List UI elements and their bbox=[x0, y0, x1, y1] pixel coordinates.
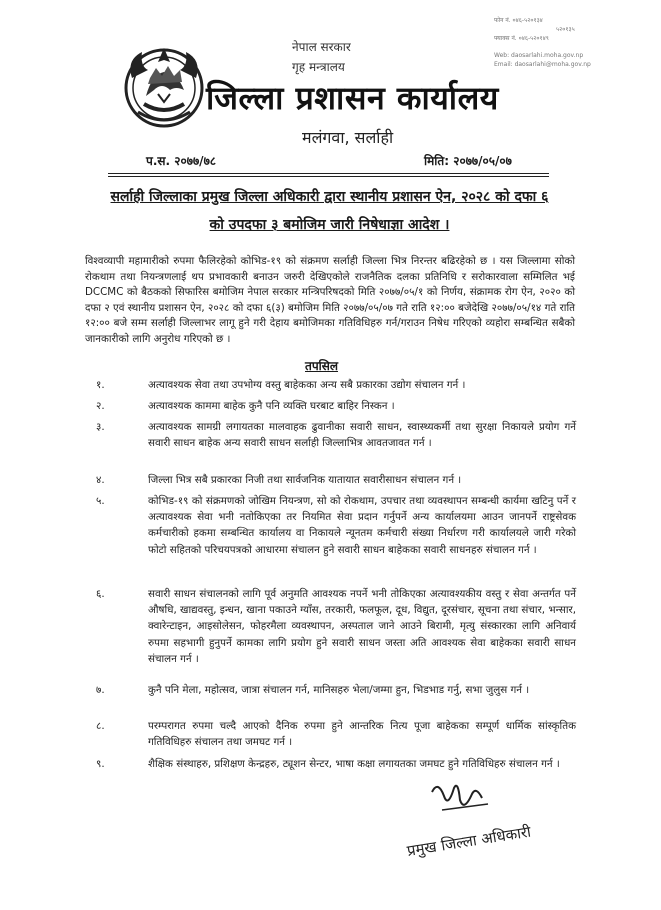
official-signature-stamp bbox=[398, 778, 568, 868]
intro-paragraph: विश्वव्यापी महामारीको रुपमा फैलिरहेको कोभिड-१९ को संक्रमण सर्लाही जिल्ला भित्र निरन्तर बढिरहेको छ । यस जिल्लामा सोको रोकथाम तथा नियन्त्रणलाई थप प्रभावकारी बनाउन जरुरी देखिएकोले राजनैतिक दलका प्रतिनिधि र सरोकारवाला सम्मिलित भई DCCMC को बैठकको सिफारिस बमोजिम नेपाल सरकार मन्त्रिपरिषदको मिति २०७७/०५/१ को निर्णय, संक्रामक रोग ऐन, २०२० को दफा २ एवं स्थानीय प्रशासन ऐन, २०२८ को दफा ६(३) बमोजिम मिति २०७७/०५/०७ गते राति १२:०० बजेदेखि २०७७/०५/१४ गते राति १२:०० बजे सम्म सर्लाही जिल्लाभर लागू हुने गरी देहाय बमोजिमका गतिविधिहरु गर्न/गराउन निषेध गरिएको व्यहोरा सम्बन्धित सबैको जानकारीको लागि अनुरोध गरिएको छ । bbox=[85, 255, 575, 345]
list-item-text: शैक्षिक संस्थाहरु, प्रशिक्षण केन्द्रहरु, ट्यूशन सेन्टर, भाषा कक्षा लगायतका जमघट हुने गतिविधिहरु संचालन गर्न । bbox=[148, 758, 560, 770]
phone-number-extra: ५२०१३५ bbox=[556, 26, 575, 33]
list-item-text: कोभिड-१९ को संक्रमणको जोखिम नियन्त्रण, सो को रोकथाम, उपचार तथा व्यवस्थापन सम्बन्धी कार्यमा खटिनु पर्ने र अत्यावश्यक सेवा भनी नतोकिएका तर नियमित सेवा प्रदान गर्नुपर्ने अन्य कार्यालयमा आउन जानपर्ने राष्ट्रसेवक कर्मचारीको हकमा सम्बन्धित कार्यालय वा निकायले न्यूनतम कर्मचारी संख्या निर्धारण गरी कार्यालयले जारी गरेको फोटो सहितको परिचयपत्रको आधारमा संचालन हुने सवारी साधन बाहेकका सवारी साधनहरु संचालन गर्न । bbox=[148, 495, 576, 556]
fax-number: फ्याक्स नं. ०४६-५२०१४९ bbox=[494, 35, 549, 42]
list-item-number: ५. bbox=[96, 495, 105, 507]
header-divider-bottom bbox=[108, 176, 549, 177]
list-item-text: कुनै पनि मेला, महोत्सव, जात्रा संचालन गर्न, मानिसहरु भेला/जम्मा हुन, भिडभाड गर्नु, सभा जुलुस गर्न । bbox=[148, 684, 530, 696]
list-item-number: ७. bbox=[96, 684, 105, 696]
list-item bbox=[96, 398, 576, 414]
list-item-number: ८. bbox=[96, 720, 105, 732]
list-item-text: सवारी साधन संचालनको लागि पूर्व अनुमति आवश्यक नपर्ने भनी तोकिएका अत्यावश्यकीय वस्तु र सेवा अन्तर्गत पर्ने औषधि, खाद्यवस्तु, इन्धन, खाना पकाउने ग्याँस, तरकारी, फलफूल, दूध, विद्युत, दूरसंचार, सूचना तथा संचार, भन्सार, क्वारेन्टाइन, आइसोलेसन, फोहरमैला व्यवस्थापन, अस्पताल जाने आउने बिरामी, मृत्यु संस्कारका लागि अनिवार्य रुपमा सहभागी हुनुपर्ने कामका लागि प्रयोग हुने सवारी साधन जस्ता अति आवश्यक सेवा बाहेकका सवारी साधन संचालन गर्न । bbox=[148, 588, 576, 665]
list-item-number: २. bbox=[96, 400, 105, 412]
nepal-emblem-icon bbox=[118, 38, 210, 130]
list-item-text: अत्यावश्यक काममा बाहेक कुनै पनि व्यक्ति घरबाट बाहिर निस्कन । bbox=[148, 400, 395, 412]
list-item bbox=[96, 586, 576, 667]
list-item-number: ९. bbox=[96, 758, 105, 770]
list-item-text: अत्यावश्यक सेवा तथा उपभोग्य वस्तु बाहेकका अन्य सबै प्रकारका उद्योग संचालन गर्न । bbox=[148, 379, 466, 391]
list-item-number: ४. bbox=[96, 474, 105, 486]
contact-block bbox=[494, 16, 639, 69]
list-item bbox=[96, 377, 576, 393]
phone-number: फोन नं. ०४६-५२०१३४ bbox=[494, 17, 543, 24]
government-name: नेपाल सरकार bbox=[292, 40, 351, 54]
email: Email: daosarlahi@moha.gov.np bbox=[494, 61, 591, 68]
website: Web: daosarlahi.moha.gov.np bbox=[494, 52, 584, 59]
ministry-name: गृह मन्त्रालय bbox=[292, 60, 345, 74]
list-item bbox=[96, 472, 576, 488]
list-item-number: ३. bbox=[96, 421, 105, 433]
list-item-text: जिल्ला भित्र सबै प्रकारका निजी तथा सार्वजनिक यातायात सवारीसाधन संचालन गर्न । bbox=[148, 474, 462, 486]
list-item-text: परम्परागत रुपमा चल्दै आएको दैनिक रुपमा हुने आन्तरिक नित्य पूजा बाहेकका सम्पूर्ण धार्मिक सांस्कृतिक गतिविधिहरु संचालन तथा जमघट गर्न । bbox=[148, 720, 576, 749]
list-item-text: अत्यावश्यक सामग्री लगायतका मालवाहक ढुवानीका सवारी साधन, स्वास्थ्यकर्मी तथा सुरक्षा निकायले प्रयोग गर्ने सवारी साधन बाहेक अन्य सवारी साधन सर्लाही जिल्लाभित्र आवतजावत गर्न । bbox=[148, 421, 576, 450]
list-item bbox=[96, 419, 576, 451]
notice-heading-line1: सर्लाही जिल्लाका प्रमुख जिल्ला अधिकारी द्वारा स्थानीय प्रशासन ऐन, २०२८ को दफा ६ bbox=[110, 189, 549, 205]
list-item-number: ६. bbox=[96, 588, 105, 600]
document-date: मिति: २०७७/०५/०७ bbox=[424, 154, 512, 168]
office-location: मलंगवा, सर्लाही bbox=[302, 128, 394, 147]
header-divider-top bbox=[108, 173, 549, 174]
list-item bbox=[96, 718, 576, 750]
signature-stamp-text: प्रमुख जिल्ला अधिकारी bbox=[405, 822, 533, 860]
list-item bbox=[96, 682, 576, 698]
list-item-number: १. bbox=[96, 379, 105, 391]
notice-heading-line2: को उपदफा ३ बमोजिम जारी निषेधाज्ञा आदेश । bbox=[209, 217, 450, 233]
office-title: जिल्ला प्रशासन कार्यालय bbox=[206, 79, 499, 117]
list-item bbox=[96, 493, 576, 558]
reference-number: प.स. २०७७/७८ bbox=[146, 154, 217, 168]
details-title: तपसिल bbox=[305, 359, 339, 373]
list-item bbox=[96, 756, 576, 772]
